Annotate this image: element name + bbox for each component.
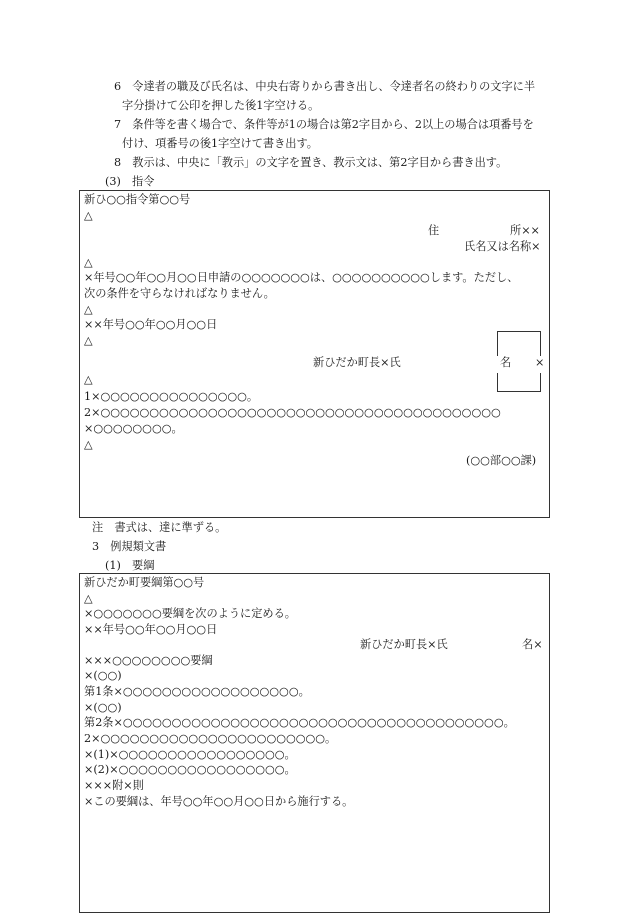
address-value: 所×× — [510, 224, 540, 237]
shirei-spacer-5: △ — [84, 373, 93, 386]
heading-youkou: (1) 要綱 — [105, 559, 155, 572]
note-8-line1: 8 教示は、中央に「教示」の文字を置き、教示文は、第2字目から書き出す。 — [114, 156, 508, 169]
shirei-body-line2: 次の条件を守らなければなりません。 — [84, 287, 275, 300]
youkou-paragraph-2: 2×○○○○○○○○○○○○○○○○○○○○○○○。 — [84, 732, 337, 745]
shirei-spacer-3: △ — [84, 303, 93, 316]
youkou-item-1: ×(1)×○○○○○○○○○○○○○○○○○。 — [84, 748, 296, 761]
youkou-issuer: 新ひだか町長×氏 — [360, 638, 448, 651]
name-label: 氏名又は名称× — [464, 240, 541, 253]
shirei-spacer-4: △ — [84, 334, 93, 347]
shirei-spacer-1: △ — [84, 209, 93, 222]
youkou-title: ×××○○○○○○○○要綱 — [84, 654, 213, 667]
condition-2-line2: ×○○○○○○○○。 — [84, 422, 183, 435]
address-label: 住 — [428, 224, 440, 237]
youkou-supplementary: ×××附×則 — [84, 779, 144, 792]
seal-frame-bottom — [497, 373, 541, 392]
seal-name: 名 — [500, 356, 512, 369]
shirei-number: 新ひ○○指令第○○号 — [84, 193, 191, 206]
shirei-spacer-6: △ — [84, 438, 93, 451]
shirei-date: ××年号○○年○○月○○日 — [84, 318, 218, 331]
shirei-body-line1: ×年号○○年○○月○○日申請の○○○○○○○は、○○○○○○○○○○します。ただし、 — [84, 271, 519, 284]
youkou-effective: ×この要綱は、年号○○年○○月○○日から施行する。 — [84, 795, 354, 808]
youkou-article-1: 第1条×○○○○○○○○○○○○○○○○○○。 — [84, 685, 310, 698]
youkou-date: ××年号○○年○○月○○日 — [84, 623, 218, 636]
youkou-article-2: 第2条×○○○○○○○○○○○○○○○○○○○○○○○○○○○○○○○○○○○○○○○。 — [84, 716, 515, 729]
youkou-spacer: △ — [84, 592, 93, 605]
note-7-line1: 7 条件等を書く場合で、条件等が1の場合は第2字目から、2以上の場合は項番号を — [114, 118, 534, 131]
note-6-line2: 字分掛けて公印を押した後1字空ける。 — [122, 99, 320, 112]
heading-reiki: 3 例規類文書 — [92, 540, 167, 553]
youkou-issuer-name: 名× — [522, 638, 543, 651]
note-6-line1: 6 令達者の職及び氏名は、中央右寄りから書き出し、令達者名の終わりの文字に半 — [114, 80, 536, 93]
condition-1: 1×○○○○○○○○○○○○○○○。 — [84, 390, 259, 403]
youkou-item-2: ×(2)×○○○○○○○○○○○○○○○○○。 — [84, 763, 296, 776]
shirei-spacer-2: △ — [84, 256, 93, 269]
seal-frame-top — [497, 331, 541, 356]
section-heading-shirei: (3) 指令 — [105, 175, 155, 188]
note-format: 注 書式は、達に準ずる。 — [92, 521, 227, 534]
note-7-line2: 付け、項番号の後1字空けて書き出す。 — [122, 137, 318, 150]
youkou-caption-2: ×(○○) — [84, 701, 122, 714]
seal-x: × — [535, 356, 545, 369]
youkou-caption-1: ×(○○) — [84, 669, 122, 682]
youkou-enactment: ×○○○○○○○要綱を次のように定める。 — [84, 607, 296, 620]
issuer: 新ひだか町長×氏 — [313, 356, 401, 369]
youkou-number: 新ひだか町要綱第○○号 — [84, 576, 205, 589]
condition-2-line1: 2×○○○○○○○○○○○○○○○○○○○○○○○○○○○○○○○○○○○○○○○○○ — [84, 406, 501, 419]
department: (○○部○○課) — [466, 454, 537, 467]
